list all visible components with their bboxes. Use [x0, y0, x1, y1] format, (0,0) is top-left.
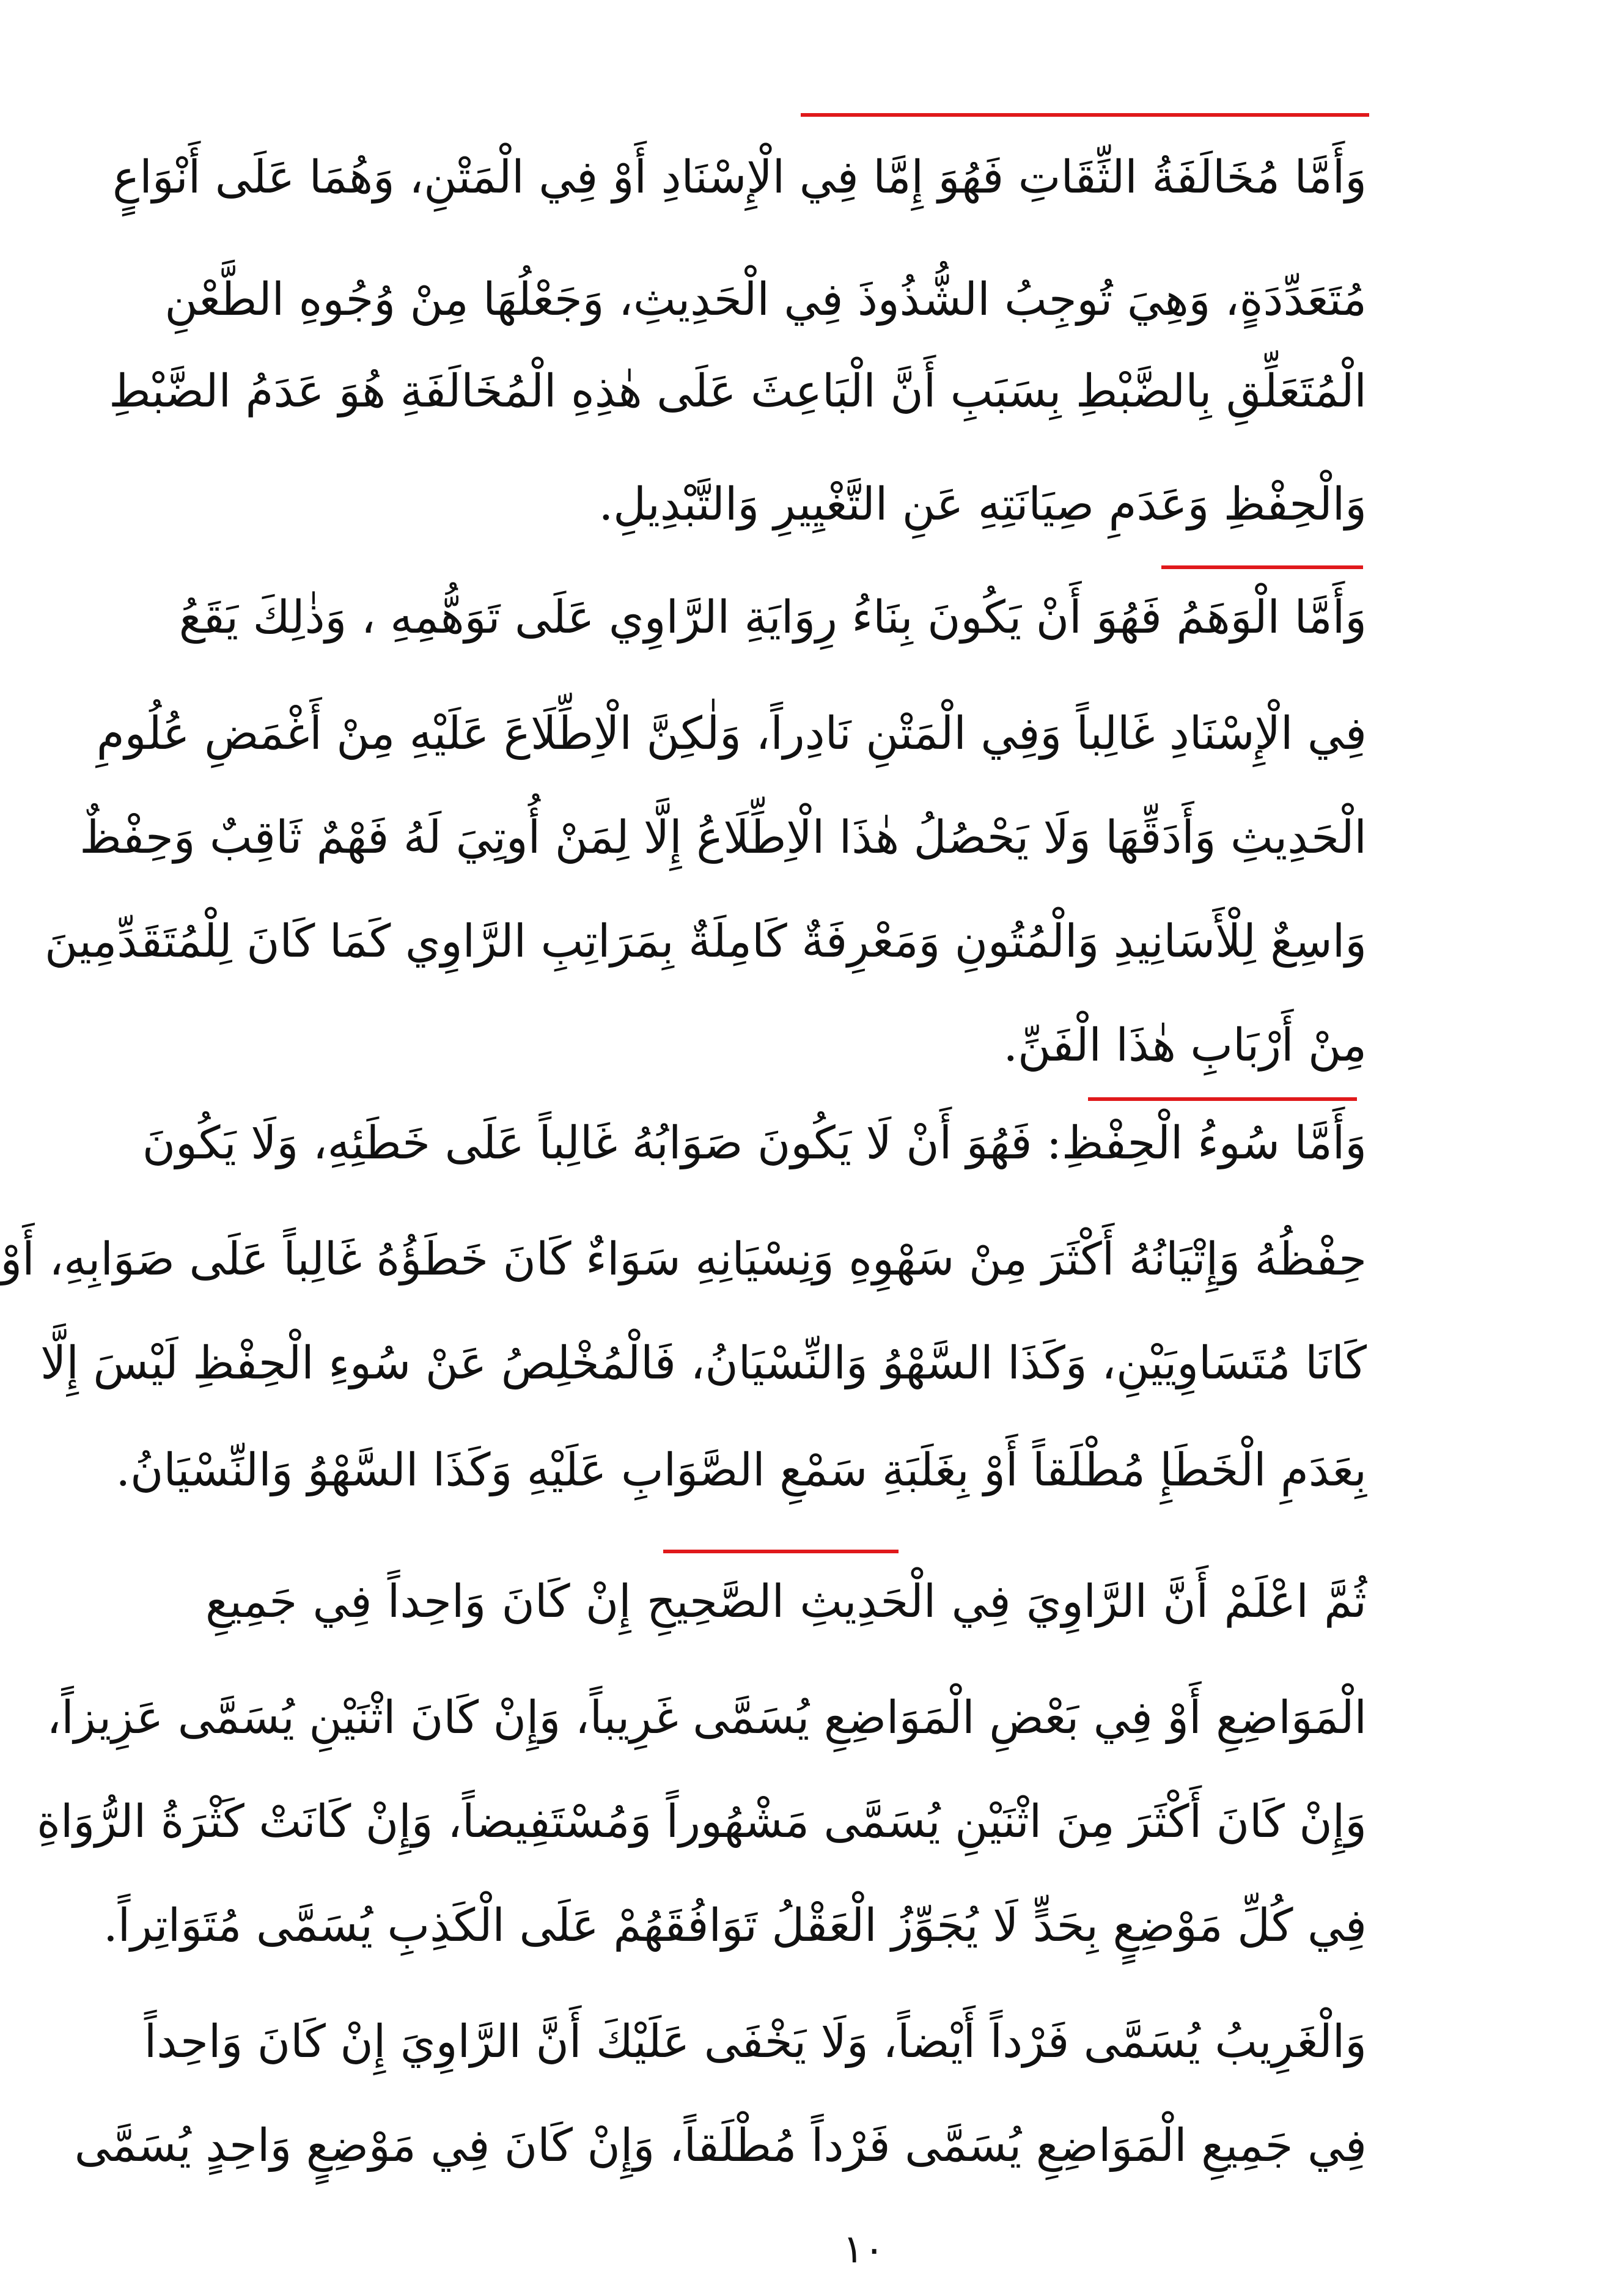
paragraph-1-line-2: مُتَعَدِّدَةٍ، وَهِيَ تُوجِبُ الشُّذُوذَ فِي الْحَدِيثِ، وَجَعْلُهَا مِنْ وُجُوهِ الطَّعْنِ	[164, 273, 1367, 326]
paragraph-5-line-1: وَالْغَرِيبُ يُسَمَّى فَرْداً أَيْضاً، وَلَا يَخْفَى عَلَيْكَ أَنَّ الرَّاوِيَ إِنْ كَانَ وَاحِداً	[144, 2015, 1367, 2068]
paragraph-3-line-3: كَانَا مُتَسَاوِيَيْنِ، وَكَذَا السَّهْوُ وَالنِّسْيَانُ، فَالْمُخْلِصُ عَنْ سُوءِ الْحِفْظِ لَيْسَ إِلَّا	[40, 1337, 1367, 1389]
paragraph-5-line-2: فِي جَمِيعِ الْمَوَاضِعِ يُسَمَّى فَرْداً مُطْلَقاً، وَإِنْ كَانَ فِي مَوْضِعٍ وَاحِدٍ يُسَمَّى	[74, 2119, 1367, 2172]
paragraph-4-line-1: ثُمَّ اعْلَمْ أَنَّ الرَّاوِيَ فِي الْحَدِيثِ الصَّحِيحِ إِنْ كَانَ وَاحِداً فِي جَمِيعِ	[205, 1575, 1367, 1628]
page-number: ١٠	[842, 2227, 885, 2272]
paragraph-3-line-1: وَأَمَّا سُوءُ الْحِفْظِ: فَهُوَ أَنْ لَا يَكُونَ صَوَابُهُ غَالِباً عَلَى خَطَئِهِ، وَلَا يَكُونَ	[142, 1117, 1367, 1169]
paragraph-1-line-4: وَالْحِفْظِ وَعَدَمِ صِيَانَتِهِ عَنِ التَّغْيِيرِ وَالتَّبْدِيلِ.	[598, 478, 1367, 531]
heading-underline-3	[1088, 1097, 1357, 1101]
heading-underline-1	[801, 113, 1369, 117]
paragraph-4-line-4: فِي كُلِّ مَوْضِعٍ بِحَدٍّ لَا يُجَوِّزُ الْعَقْلُ تَوَافُقَهُمْ عَلَى الْكَذِبِ يُسَمَّى مُتَوَاتِراً.	[103, 1899, 1367, 1952]
paragraph-1-line-1: وَأَمَّا مُخَالَفَةُ الثِّقَاتِ فَهُوَ إِمَّا فِي الْإِسْنَادِ أَوْ فِي الْمَتْنِ، وَهُمَا عَلَى أَنْوَاعٍ	[112, 151, 1367, 204]
paragraph-2-line-2: فِي الْإِسْنَادِ غَالِباً وَفِي الْمَتْنِ نَادِراً، وَلٰكِنَّ الْاِطِّلَاعَ عَلَيْهِ مِنْ أَغْمَضِ عُلُومِ	[96, 707, 1367, 760]
paragraph-2-line-1: وَأَمَّا الْوَهَمُ فَهُوَ أَنْ يَكُونَ بِنَاءُ رِوَايَةِ الرَّاوِي عَلَى تَوَهُّمِهِ ، وَذٰلِكَ يَقَعُ	[178, 591, 1367, 644]
paragraph-4-line-2: الْمَوَاضِعِ أَوْ فِي بَعْضِ الْمَوَاضِعِ يُسَمَّى غَرِيباً، وَإِنْ كَانَ اثْنَيْنِ يُسَمَّى عَزِيزاً،	[46, 1691, 1367, 1744]
paragraph-2-line-5: مِنْ أَرْبَابِ هٰذَا الْفَنِّ.	[1003, 1019, 1367, 1072]
paragraph-2-line-4: وَاسِعٌ لِلْأَسَانِيدِ وَالْمُتُونِ وَمَعْرِفَةٌ كَامِلَةٌ بِمَرَاتِبِ الرَّاوِي كَمَا كَانَ لِلْمُتَقَدِّمِينَ	[44, 915, 1367, 968]
paragraph-1-line-3: الْمُتَعَلِّقِ بِالضَّبْطِ بِسَبَبِ أَنَّ الْبَاعِثَ عَلَى هٰذِهِ الْمُخَالَفَةِ هُوَ عَدَمُ الضَّبْطِ	[109, 365, 1367, 418]
heading-underline-2	[1161, 565, 1363, 569]
paragraph-3-line-4: بِعَدَمِ الْخَطَإِ مُطْلَقاً أَوْ بِغَلَبَةِ سَمْعِ الصَّوَابِ عَلَيْهِ وَكَذَا السَّهْوُ وَالنِّسْيَانُ.	[116, 1444, 1367, 1496]
paragraph-3-line-2: حِفْظُهُ وَإِتْيَانُهُ أَكْثَرَ مِنْ سَهْوِهِ وَنِسْيَانِهِ سَوَاءٌ كَانَ خَطَؤُهُ غَالِباً عَلَى صَوَابِهِ، أَوْ	[0, 1233, 1367, 1286]
paragraph-2-line-3: الْحَدِيثِ وَأَدَقِّهَا وَلَا يَحْصُلُ هٰذَا الْاِطِّلَاعُ إِلَّا لِمَنْ أُوتِيَ لَهُ فَهْمٌ ثَاقِبٌ وَحِفْظٌ	[79, 811, 1367, 864]
heading-underline-4	[663, 1550, 899, 1553]
paragraph-4-line-3: وَإِنْ كَانَ أَكْثَرَ مِنَ اثْنَيْنِ يُسَمَّى مَشْهُوراً وَمُسْتَفِيضاً، وَإِنْ كَانَتْ كَثْرَةُ الرُّوَاةِ	[37, 1795, 1367, 1848]
